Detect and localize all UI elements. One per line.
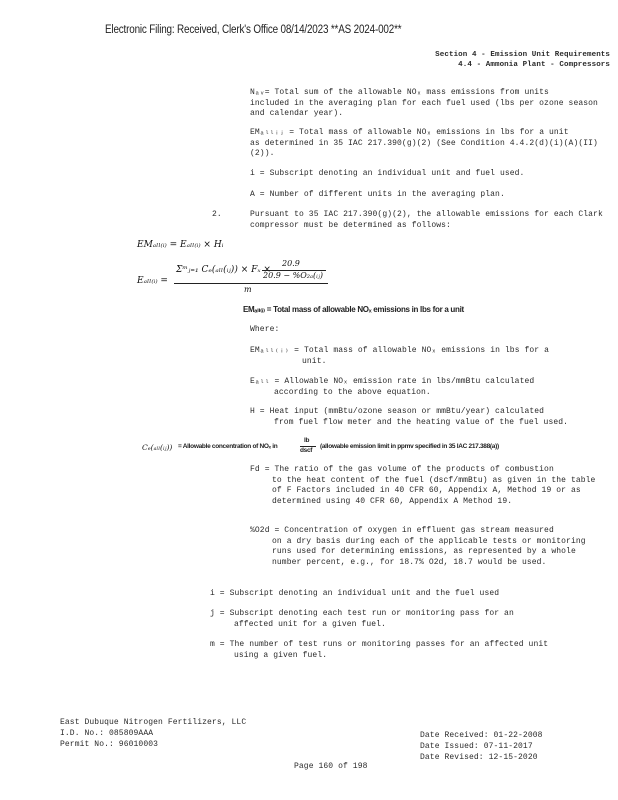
definition-line: EMₐₗₗᵢⱼ = Total mass of allowable NOₓ emissions in lbs for a unit [250,128,569,137]
definition-line: H = Heat input (mmBtu/ozone season or mmBtu/year) calculated [250,407,545,416]
definition-continuation: included in the averaging plan for each fuel used (lbs per ozone season and calendar year). [250,98,598,118]
subsection-title: 4.4 - Ammonia Plant - Compressors [458,61,610,69]
where-label: Where: [250,325,280,334]
definition-continuation: to the heat content of the fuel (dscf/mmBtu) as given in the table of F Factors included in 40 CFR 60, Appendix A, Method 19 or as determined using 40 CFR 60, Appendix A Method 19. [272,475,596,506]
definition-continuation: according to the above equation. [274,387,431,397]
definition-m [210,640,610,661]
definition-subscript-i: i = Subscript denoting an individual unit and fuel used. [250,169,525,178]
filing-stamp: Electronic Filing: Received, Clerk's Office 08/14/2023 **AS 2024-002** [105,24,402,36]
definition-o2d [250,526,605,568]
equation-eall-lhs: Eₐₗₗ₍ᵢ₎ = [137,276,168,286]
footer-id-number: I.D. No.: 085809AAA [60,729,154,738]
equation-main-denominator: m [244,285,252,294]
ce-frac-num: lb [304,437,310,444]
definition-continuation: affected unit for a given fuel. [234,619,386,629]
definition-i-bottom: i = Subscript denoting an individual unit and the fuel used [210,589,500,598]
equation-inner-denominator: 20.9 − %O₂ₐ(ᵢⱼ) [263,271,323,280]
definition-emall-i [250,346,590,367]
definition-eall [250,377,590,398]
definition-line: Eₐₗₗ = Allowable NOₓ emission rate in lbs/mmBtu calculated [250,377,535,386]
definition-emallij [250,128,610,160]
definition-j [210,609,605,630]
item-number: 2. [212,210,222,219]
equation-main-fraction-bar [174,283,328,284]
equation-inner-numerator: 20.9 [282,259,300,268]
definition-line: EMₐₗₗ₍ᵢ₎ = Total mass of allowable NOₓ emissions in lbs for a [250,346,550,355]
definition-line: Fd = The ratio of the gas volume of the products of combustion [250,465,554,474]
definition-h [250,407,600,428]
definition-continuation: from fuel flow meter and the heating value of the fuel used. [274,417,569,427]
footer-permit-number: Permit No.: 96010003 [60,740,159,749]
em-definition: EMₐₗₗ₍ᵢ₎ = Total mass of allowable NOₓ emissions in lbs for a unit [243,305,464,314]
ce-frac-den: dscf [300,447,313,454]
page-number: Page 160 of 198 [294,762,368,771]
definition-continuation: on a dry basis during each of the applicable tests or monitoring runs used for determining emissions, as represented by a whole number percent, e.g., for 18.7% O2d, 18.7 would be used. [272,536,586,567]
footer-company: East Dubuque Nitrogen Fertilizers, LLC [60,718,247,727]
definition-continuation: as determined in 35 IAC 217.390(g)(2) (See Condition 4.4.2(d)(i)(A)(II)(2)). [250,138,598,158]
item-2-text: Pursuant to 35 IAC 217.390(g)(2), the allowable emissions for each Clark compressor must be determined as follows: [250,210,603,230]
ce-rest: (allowable emission limit in ppmv specified in 35 IAC 217.388(a)) [320,443,499,450]
definition-fd [250,465,605,507]
equation-eall-numerator: Σᵐⱼ₌₁ Cₑ(ₐₗₗ(ᵢⱼ)) × Fₓ × [176,265,271,275]
ce-text: = Allowable concentration of NOₓ in [178,443,278,450]
definition-line: m = The number of test runs or monitoring passes for an affected unit [210,640,549,649]
definition-nav [250,88,610,120]
definition-line: j = Subscript denoting each test run or monitoring pass for an [210,609,514,618]
equation-emall: EMₐₗₗ₍ᵢ₎ = Eₐₗₗ₍ᵢ₎ × Hᵢ [137,240,224,250]
footer-date-revised: Date Revised: 12-15-2020 [420,753,538,762]
footer-date-received: Date Received: 01-22-2008 [420,731,543,740]
ce-symbol: Cₑ(ₐₗₗ(ᵢⱼ)) [142,443,173,452]
definition-a: A = Number of different units in the averaging plan. [250,190,505,199]
footer-date-issued: Date Issued: 07-11-2017 [420,742,533,751]
definition-continuation: using a given fuel. [234,650,328,660]
section-title: Section 4 - Emission Unit Requirements [435,51,610,59]
definition-line: Nₐᵥ= Total sum of the allowable NOₓ mass emissions from units [250,88,549,97]
definition-line: %O2d = Concentration of oxygen in effluent gas stream measured [250,526,554,535]
definition-continuation: unit. [302,356,327,366]
